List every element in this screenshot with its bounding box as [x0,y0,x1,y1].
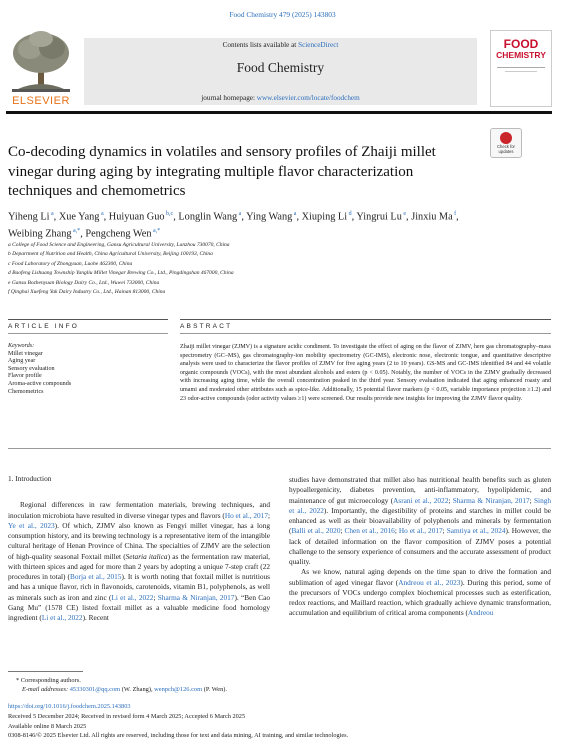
cover-decoration [491,65,551,96]
author-affiliation-marker[interactable]: f [452,211,457,217]
intro-column-right [289,475,551,619]
intro-paragraph-1: Regional differences in raw fermentation materials, brewing techniques, and inoculation microbiota have resulted in diverse vinegar types and flavors (Ho et al., 2017; Ye et al., 2023). Of which, ZJMV also known as Fengyi millet vinegar, has a long consumption history, and its brewing technology is a representative item of the intangible cultural heritage of Henan Province of China. The specialties of ZJMV are the selection of high-quality seasonal Foxtail millet (Setaria italica) as the fermentation raw material, with thirteen spices and aged for more than 2 years by adopting a unique 7-step craft (22 procedures in total) (Borja et al., 2015). It is worth noting that foxtail millet is nutritious and has a unique flavor, rich in flavonoids, carotenoids, vitamin B1, polyphenols, as well as minerals such as iron and zinc (Li et al., 2022; Sharma & Niranjan, 2017). “Ben Cao Gang Mu” (1578 CE) listed foxtail millet as a valuable medicine food homology ingredient (Li et al., 2022). Recent [8,500,271,622]
abstract-text: Zhaiji millet vinegar (ZJMV) is a signature acidic condiment. To investigate the effect of aging on the flavor of ZJMV, here gas chromatography–mass spectrometry (GC–MS), gas chromatography-ion mobility spectrometry (GC-IMS), electronic nose, electronic tongue, and quantitative descriptive analysis were used to characterize the flavor profiles of ZJMV for five aging years (2 to 10 years). GS-MS and GC-IMS identified 84 and 44 volatile organic compounds (VOCs), with the most abundant alcohols and esters (p < 0.05). Notably, the number of VOCs in the ZJMV gradually decreased with increasing aging time, while the overall concentration peaked in the third year. Sensory evaluation indicated that aging enhanced roasty and umami and moderated other attributes such as spice-like. Additionally, 15 potential flavor markers (p < 0.05, variable importance projection ≥1.2) and 23 odor-active compounds (odor activity values ≥1) were screened. Our results provide new insights for improving the ZJMV flavor quality. [180,344,551,402]
doi-link[interactable]: https://doi.org/10.1016/j.foodchem.2025.143803 [8,703,131,710]
journal-reference[interactable] [0,10,565,19]
keyword: Aging year [8,358,36,365]
cover-title [491,39,551,61]
keywords-list [8,351,168,397]
keywords-block [8,343,168,396]
crossmark-icon [500,132,512,144]
check-for-updates-badge[interactable] [490,128,522,158]
author-list: Yiheng Li $^a$, Xue Yang $^a$, Huiyuan Guo $^{b,c}$, Longlin Wang $^a$, Ying Wang $^a$, Xiuping Li $^d$, Yingrui Lu $^e$, Jinxiu Ma $^f$, Weibing Zhang $^{a,*}$, Pengcheng Wen $^{a,*}$ [8,211,459,240]
affiliation-line: e Gansu Bozhenyuan Biology Dairy Co., Ltd., Wuwei 733000, China [8,279,160,286]
journal-cover [490,30,552,107]
footnotes [8,676,408,694]
author-name: Xue Yang [58,211,100,223]
publisher-name: ELSEVIER [12,95,70,107]
sciencedirect-link[interactable]: ScienceDirect [298,41,339,49]
keyword: Aroma-active compounds [8,380,72,387]
article-info-rule [8,319,168,320]
italic-term: Setaria italica [125,551,168,561]
citation-link[interactable]: Li et al., 2022 [41,613,83,622]
citation-link[interactable]: Ho et al., 2017 [224,510,268,520]
author-affiliation-marker[interactable]: a [292,211,297,217]
citation-link[interactable]: Sharma & Niranjan, 2017 [157,592,235,602]
author-name: Yiheng Li [8,211,50,223]
author-affiliation-marker[interactable]: a [99,211,104,217]
affiliation-line: d Baofeng Lishuang Township Yangliu Millet Vinegar Brewing Co., Ltd., Pingdingshan 467000, China [8,270,234,277]
citation-link[interactable]: Samtiya et al., 2024 [446,526,506,536]
author-affiliation-marker[interactable]: b,c [164,211,174,217]
keyword: Flavor profile [8,373,42,380]
author-name: Pengcheng Wen [85,228,152,240]
citation-link[interactable]: Li et al., 2022 [111,592,154,602]
citation-link[interactable]: Ho et al., 2017 [398,526,443,536]
corresponding-note: * Corresponding authors. [16,677,81,684]
article-title: Co-decoding dynamics in volatiles and sensory profiles of Zhaiji millet vinegar during aging by integrating multiple flavor characterization techniques and chemometrics [8,144,436,199]
author-name: Ying Wang [246,211,293,223]
author-affiliation-marker[interactable]: a [49,211,54,217]
email-line [8,685,408,694]
author-affiliation-marker[interactable]: a [237,211,242,217]
citation-link[interactable]: Andreou [467,608,494,618]
author-name: Yingrui Lu [356,211,402,223]
journal-header [84,38,477,105]
crossmark-label: Check for updates [497,144,515,154]
affiliation-line: b Department of Nutrition and Health, China Agricultural University, Beijing 100193, China [8,251,213,258]
citation-link[interactable]: Singh et al., 2022 [289,495,552,515]
email-link-zhang[interactable]: 45330301@qq.com [69,686,121,693]
homepage-link[interactable]: www.elsevier.com/locate/foodchem [256,94,360,102]
affiliation-line: f Qinghai Xuefeng Yak Dairy Industry Co., Ltd., Hainan 813000, China [8,289,166,296]
citation-link[interactable]: Borja et al., 2015 [70,572,122,581]
copyright-line: 0308-8146/© 2025 Elsevier Ltd. All rights are reserved, including those for text and data mining, AI training, and similar technologies. [8,732,349,740]
affiliation-line: a College of Food Science and Engineering, Gansu Agricultural University, Lanzhou 730070, China [8,242,230,248]
contents-prefix: Contents lists available at [222,41,299,49]
keyword: Chemometrics [8,388,44,395]
article-info-heading: ARTICLE INFO [8,323,80,330]
keyword: Millet vinegar [8,350,43,357]
author-name: Longlin Wang [178,211,238,223]
author-affiliation-marker[interactable]: e [401,211,407,217]
intro-paragraph-2: studies have demonstrated that millet also has nutritional health benefits such as gluten hypoallergenicity, diabetes prevention, anti-inflammatory, hypolipidemic, and maintenance of gut microecology (Asrani et al., 2022; Sharma & Niranjan, 2017; Singh et al., 2022). Importantly, the digestibility of proteins and starches in millet could be enhanced as well as their bioavailability of polyphenols and minerals by fermentation (Balli et al., 2020; Chen et al., 2016; Ho et al., 2017; Samtiya et al., 2024). However, the lack of detailed information on the flavor composition of ZJMV poses a potential challenge to the sensory experience of consumers and the accurate assessment of product quality. [289,475,552,566]
elsevier-logo [6,27,76,107]
citation-link[interactable]: Ye et al., 2023 [8,520,55,530]
intro-paragraph-3: As we know, natural aging depends on the time span to drive the formation and sublimation of aged vinegar flavor (Andreou et al., 2023). During this period, some of the precursors of VOCs undergo complex biochemical processes such as esterification, redox reactions, and Maillard reaction, which gradually achieve dynamic transformation, accumulation and equilibrium of critical aroma components (Andreou [289,567,551,618]
online-date: Available online 8 March 2025 [8,722,87,730]
intro-heading: 1. Introduction [8,474,52,483]
keywords-label: Keywords: [8,343,35,349]
abstract-rule [180,319,551,320]
affiliation-line: c Food Laboratory of Zhongyuan, Luohe 462300, China [8,260,133,267]
email-label: E-mail addresses: [22,686,70,693]
header-rule [6,111,552,114]
author-affiliation-marker[interactable]: a,* [71,228,81,235]
intro-column-left [8,474,270,623]
affiliations [8,241,488,297]
author-affiliation-marker[interactable]: a,* [151,228,161,235]
elsevier-tree-icon [6,27,76,93]
article-meta [8,702,553,741]
cover-line1: FOOD [503,37,539,51]
abstract-heading: ABSTRACT [180,323,233,330]
abstract-rule-2 [180,333,551,334]
citation-link[interactable]: Chen et al., 2016 [344,526,395,536]
citation-link[interactable]: Balli et al., 2020 [291,526,341,536]
homepage-line [84,94,477,102]
cover-line2: CHEMISTRY [496,50,546,60]
citation-link[interactable]: Asrani et al., 2022 [393,495,449,505]
received-dates: Received 5 December 2024; Received in revised form 4 March 2025; Accepted 6 March 2025 [8,712,246,720]
journal-reference-link[interactable]: Food Chemistry 479 (2025) 143803 [229,10,336,19]
journal-title: Food Chemistry [236,60,325,75]
citation-link[interactable]: Andreou et al., 2023 [398,577,461,587]
author-name: Weibing Zhang [8,228,72,240]
email-link-wen[interactable]: wenpch@126.com [154,686,203,693]
email-who-1: (W. Zhang), [120,686,155,693]
email-who-2: (P. Wen). [202,686,228,693]
author-name: Xiuping Li [301,211,348,223]
author-name: Jinxiu Ma [411,211,453,223]
author-name: Huiyuan Guo [108,211,165,223]
citation-link[interactable]: Sharma & Niranjan, 2017 [452,495,530,505]
homepage-prefix: journal homepage: [201,94,257,102]
article-info-rule-2 [8,333,168,334]
abstract-bottom-rule [8,448,551,449]
keyword: Sensory evaluation [8,365,55,372]
footnote-rule [8,671,83,672]
contents-line [84,41,477,49]
author-affiliation-marker[interactable]: d [347,211,352,217]
